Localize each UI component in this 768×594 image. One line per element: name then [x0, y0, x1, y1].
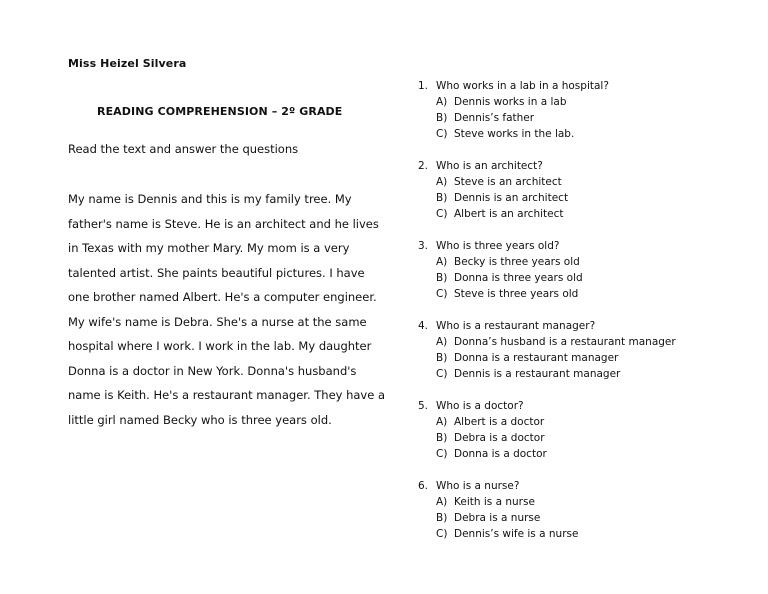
- option-text: Dennis’s wife is a nurse: [454, 528, 579, 540]
- question-item: [418, 480, 758, 544]
- answer-option: [418, 448, 758, 464]
- answer-option: [418, 432, 758, 448]
- option-letter: A): [436, 256, 448, 268]
- option-text: Dennis is a restaurant manager: [454, 368, 621, 380]
- answer-option: [418, 288, 758, 304]
- option-letter: C): [436, 528, 448, 540]
- question-list: [418, 80, 758, 560]
- question-number: 2.: [418, 160, 429, 172]
- option-letter: B): [436, 272, 448, 284]
- option-text: Dennis is an architect: [454, 192, 569, 204]
- passage-line: one brother named Albert. He's a computer engineer.: [68, 290, 377, 304]
- option-text: Albert is an architect: [454, 208, 564, 220]
- question-text: Who works in a lab in a hospital?: [436, 80, 609, 92]
- question-prompt: [418, 320, 758, 336]
- option-letter: B): [436, 512, 448, 524]
- question-item: [418, 160, 758, 224]
- option-letter: A): [436, 176, 448, 188]
- answer-option: [418, 528, 758, 544]
- question-text: Who is a nurse?: [436, 480, 520, 492]
- option-letter: B): [436, 352, 448, 364]
- question-prompt: [418, 400, 758, 416]
- reading-passage: [68, 192, 388, 437]
- option-letter: A): [436, 496, 448, 508]
- answer-option: [418, 176, 758, 192]
- option-text: Donna is three years old: [454, 272, 583, 284]
- option-letter: C): [436, 288, 448, 300]
- question-text: Who is an architect?: [436, 160, 543, 172]
- option-text: Becky is three years old: [454, 256, 580, 268]
- question-number: 5.: [418, 400, 429, 412]
- passage-line: name is Keith. He's a restaurant manager. They have a: [68, 388, 386, 402]
- instructions-text: Read the text and answer the questions: [68, 142, 299, 156]
- answer-option: [418, 512, 758, 528]
- question-prompt: [418, 240, 758, 256]
- option-text: Dennis’s father: [454, 112, 535, 124]
- option-letter: A): [436, 96, 448, 108]
- option-text: Donna is a doctor: [454, 448, 547, 460]
- option-text: Debra is a doctor: [454, 432, 545, 444]
- option-letter: B): [436, 192, 448, 204]
- option-letter: C): [436, 368, 448, 380]
- teacher-name: Miss Heizel Silvera: [68, 57, 187, 70]
- option-text: Dennis works in a lab: [454, 96, 567, 108]
- option-text: Steve is three years old: [454, 288, 579, 300]
- question-prompt: [418, 160, 758, 176]
- answer-option: [418, 112, 758, 128]
- question-item: [418, 240, 758, 304]
- question-item: [418, 80, 758, 144]
- option-letter: B): [436, 432, 448, 444]
- question-text: Who is a restaurant manager?: [436, 320, 596, 332]
- passage-line: My wife's name is Debra. She's a nurse at the same: [68, 314, 367, 329]
- answer-option: [418, 272, 758, 288]
- passage-line: My name is Dennis and this is my family tree. My: [68, 192, 352, 206]
- option-text: Steve is an architect: [454, 176, 562, 188]
- option-text: Keith is a nurse: [454, 496, 535, 508]
- passage-line: Donna is a doctor in New York. Donna's husband's: [68, 363, 357, 378]
- option-text: Donna is a restaurant manager: [454, 352, 619, 364]
- question-prompt: [418, 480, 758, 496]
- passage-line: talented artist. She paints beautiful pictures. I have: [68, 265, 365, 280]
- question-number: 1.: [418, 80, 429, 92]
- passage-line: father's name is Steve. He is an architect and he lives: [68, 216, 379, 231]
- passage-line: in Texas with my mother Mary. My mom is a very: [68, 241, 350, 255]
- option-letter: A): [436, 336, 448, 348]
- answer-option: [418, 192, 758, 208]
- question-item: [418, 400, 758, 464]
- answer-option: [418, 416, 758, 432]
- option-text: Albert is a doctor: [454, 416, 545, 428]
- passage-line: little girl named Becky who is three years old.: [68, 412, 332, 427]
- passage-line: hospital where I work. I work in the lab. My daughter: [68, 339, 372, 353]
- answer-option: [418, 128, 758, 144]
- question-text: Who is a doctor?: [436, 400, 524, 412]
- option-letter: C): [436, 128, 448, 140]
- question-item: [418, 320, 758, 384]
- answer-option: [418, 96, 758, 112]
- question-text: Who is three years old?: [436, 240, 560, 252]
- question-number: 6.: [418, 480, 429, 492]
- option-letter: C): [436, 208, 448, 220]
- answer-option: [418, 496, 758, 512]
- question-number: 4.: [418, 320, 429, 332]
- question-prompt: [418, 80, 758, 96]
- option-text: Donna’s husband is a restaurant manager: [454, 336, 676, 348]
- option-text: Steve works in the lab.: [454, 128, 575, 140]
- answer-option: [418, 208, 758, 224]
- answer-option: [418, 352, 758, 368]
- option-letter: B): [436, 112, 448, 124]
- worksheet-title: READING COMPREHENSION – 2º GRADE: [97, 105, 343, 118]
- answer-option: [418, 256, 758, 272]
- option-letter: A): [436, 416, 448, 428]
- question-number: 3.: [418, 240, 429, 252]
- answer-option: [418, 368, 758, 384]
- answer-option: [418, 336, 758, 352]
- option-letter: C): [436, 448, 448, 460]
- option-text: Debra is a nurse: [454, 512, 541, 524]
